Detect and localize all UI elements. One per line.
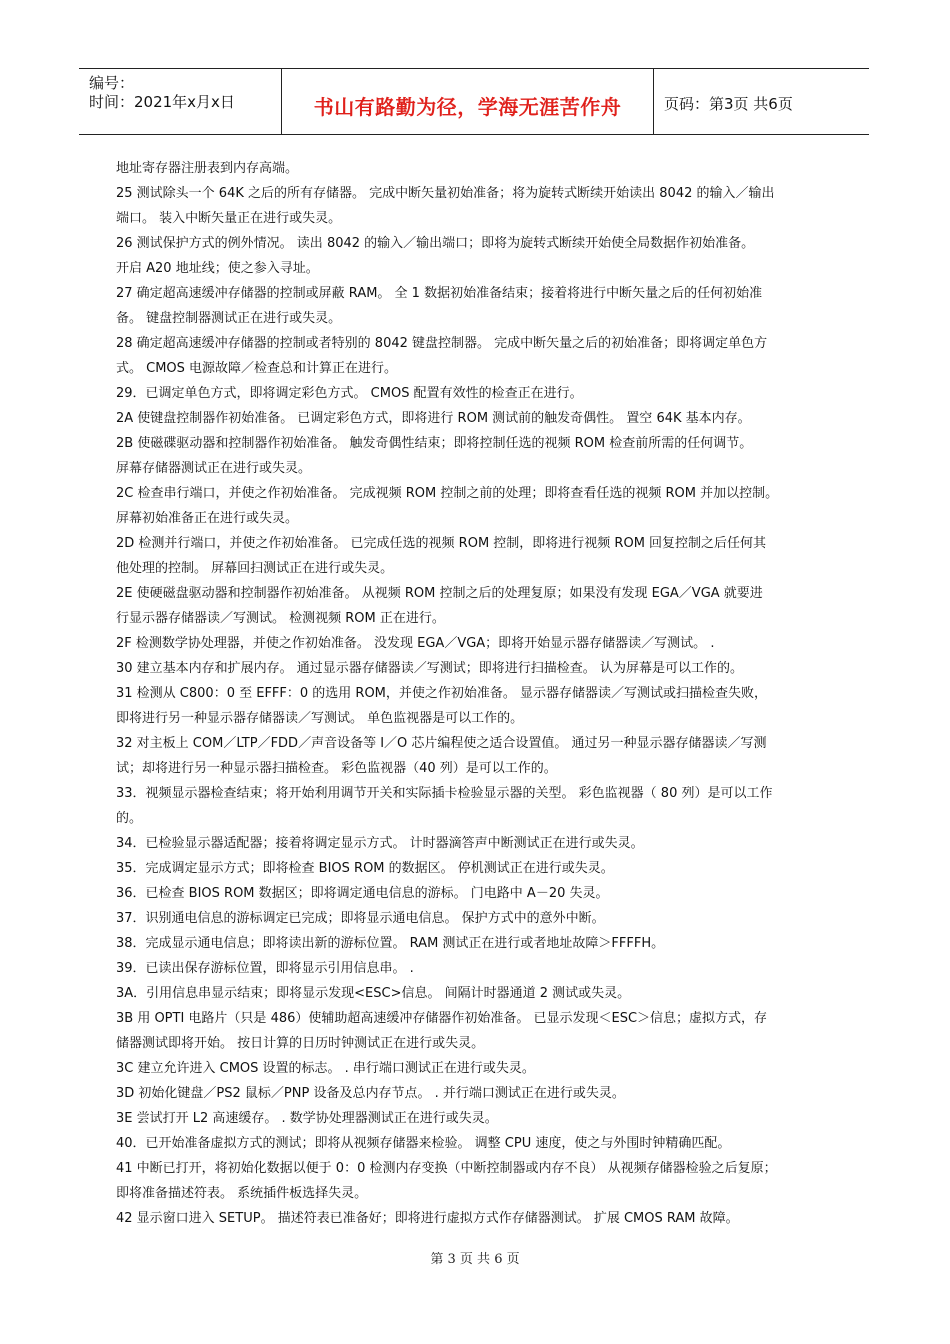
text-line: 地址寄存器注册表到内存高端。 [116,161,299,176]
text-line: 2F 检测数学协处理器，并使之作初始准备。 没发现 EGA／VGA；即将开始显示器存储器读／写测试。 . [116,636,715,651]
text-line: 41 中断已打开，将初始化数据以便于 0：0 检测内存变换（中断控制器或内存不良） 从视频存储器检验之后复原； [116,1161,777,1176]
text-line: 33．视频显示器检查结束；将开始利用调节开关和实际插卡检验显示器的关型。 彩色监视器（ 80 列）是可以工作 [116,786,773,801]
text-line: 3E 尝试打开 L2 高速缓存。 . 数学协处理器测试正在进行或失灵。 [116,1111,498,1126]
text-line: 2A 使键盘控制器作初始准备。 已调定彩色方式，即将进行 ROM 测试前的触发奇偶性。 置空 64K 基本内存。 [116,411,751,426]
text-line: 3A．引用信息串显示结束；即将显示发现<ESC>信息。 间隔计时器通道 2 测试或失灵。 [116,986,631,1001]
text-line: 29．已调定单色方式，即将调定彩色方式。 CMOS 配置有效性的检查正在进行。 [116,386,583,401]
text-line: 屏幕存储器测试正在进行或失灵。 [116,461,312,476]
text-line: 2C 检查串行端口，并使之作初始准备。 完成视频 ROM 控制之前的处理；即将查看任选的视频 ROM 并加以控制。 [116,486,779,501]
text-line: 25 测试除头一个 64K 之后的所有存储器。 完成中断矢量初始准备；将为旋转式断续开始读出 8042 的输入／输出 [116,186,775,201]
text-line: 36．已检查 BIOS ROM 数据区；即将调定通电信息的游标。 门电路中 A－20 失灵。 [116,886,609,901]
text-line: 26 测试保护方式的例外情况。 读出 8042 的输入／输出端口；即将为旋转式断续开始使全局数据作初始准备。 [116,236,755,251]
text-line: 35．完成调定显示方式；即将检查 BIOS ROM 的数据区。 停机测试正在进行或失灵。 [116,861,614,876]
text-line: 式。 CMOS 电源故障／检查总和计算正在进行。 [116,361,398,376]
text-line: 27 确定超高速缓冲存储器的控制或屏蔽 RAM。 全 1 数据初始准备结束；接着将进行中断矢量之后的任何初始准 [116,286,763,301]
text-line: 32 对主板上 COM／LTP／FDD／声音设备等 I／O 芯片编程使之适合设置值。 通过另一种显示器存储器读／写测 [116,736,767,751]
text-line: 即将准备描述符表。 系统插件板选择失灵。 [116,1186,368,1201]
text-line: 储器测试即将开始。 按日计算的日历时钟测试正在进行或失灵。 [116,1036,485,1051]
header-page-cell [654,69,869,134]
text-line: 42 显示窗口进入 SETUP。 描述符表已准备好；即将进行虚拟方式作存储器测试。 扩展 CMOS RAM 故障。 [116,1211,739,1226]
text-line: 屏幕初始准备正在进行或失灵。 [116,511,299,526]
text-line: 34．已检验显示器适配器；接着将调定显示方式。 计时器滴答声中断测试正在进行或失灵。 [116,836,644,851]
text-line: 的。 [116,811,143,826]
header-motto-cell [282,69,654,134]
text-line: 他处理的控制。 屏幕回扫测试正在进行或失灵。 [116,561,394,576]
text-line: 即将进行另一种显示器存储器读／写测试。 单色监视器是可以工作的。 [116,711,524,726]
text-line: 开启 A20 地址线；使之参入寻址。 [116,261,319,276]
text-line: 3C 建立允许进入 CMOS 设置的标志。 . 串行端口测试正在进行或失灵。 [116,1061,535,1076]
header-left-cell [79,69,282,134]
text-line: 37．识别通电信息的游标调定已完成；即将显示通电信息。 保护方式中的意外中断。 [116,911,605,926]
document-body [116,156,840,1231]
text-line: 3D 初始化键盘／PS2 鼠标／PNP 设备及总内存节点。 . 并行端口测试正在进行或失灵。 [116,1086,625,1101]
text-line: 38．完成显示通电信息；即将读出新的游标位置。 RAM 测试正在进行或者地址故障＞FFFFH。 [116,936,665,951]
number-label: 编号： [89,74,135,92]
text-line: 备。 键盘控制器测试正在进行或失灵。 [116,311,342,326]
text-line: 40．已开始准备虚拟方式的测试；即将从视频存储器来检验。 调整 CPU 速度，使之与外围时钟精确匹配。 [116,1136,731,1151]
text-line: 2D 检测并行端口，并使之作初始准备。 已完成任选的视频 ROM 控制，即将进行视频 ROM 回复控制之后任何其 [116,536,767,551]
time-label: 时间：2021年x月x日 [89,93,235,111]
text-line: 行显示器存储器读／写测试。 检测视频 ROM 正在进行。 [116,611,445,626]
header-table [79,68,869,135]
text-line: 试；却将进行另一种显示器扫描检查。 彩色监视器（40 列）是可以工作的。 [116,761,557,776]
text-line: 2B 使磁碟驱动器和控制器作初始准备。 触发奇偶性结束；即将控制任选的视频 ROM 检查前所需的任何调节。 [116,436,753,451]
text-line: 39．已读出保存游标位置，即将显示引用信息串。 . [116,961,414,976]
text-line: 28 确定超高速缓冲存储器的控制或者特别的 8042 键盘控制器。 完成中断矢量之后的初始准备；即将调定单色方 [116,336,768,351]
text-line: 31 检测从 C800：0 至 EFFF：0 的选用 ROM，并使之作初始准备。 显示器存储器读／写测试或扫描检查失败， [116,686,768,701]
page-footer: 第 3 页 共 6 页 [430,1252,520,1267]
text-line: 3B 用 OPTI 电路片（只是 486）使辅助超高速缓冲存储器作初始准备。 已显示发现＜ESC＞信息；虚拟方式，存 [116,1011,768,1026]
header-page-number: 页码：第3页 共6页 [664,95,793,113]
header-motto: 书山有路勤为径，学海无涯苦作舟 [313,95,622,119]
text-line: 2E 使硬磁盘驱动器和控制器作初始准备。 从视频 ROM 控制之后的处理复原；如果没有发现 EGA／VGA 就要进 [116,586,763,601]
text-line: 端口。 装入中断矢量正在进行或失灵。 [116,211,342,226]
text-line: 30 建立基本内存和扩展内存。 通过显示器存储器读／写测试；即将进行扫描检查。 认为屏幕是可以工作的。 [116,661,743,676]
